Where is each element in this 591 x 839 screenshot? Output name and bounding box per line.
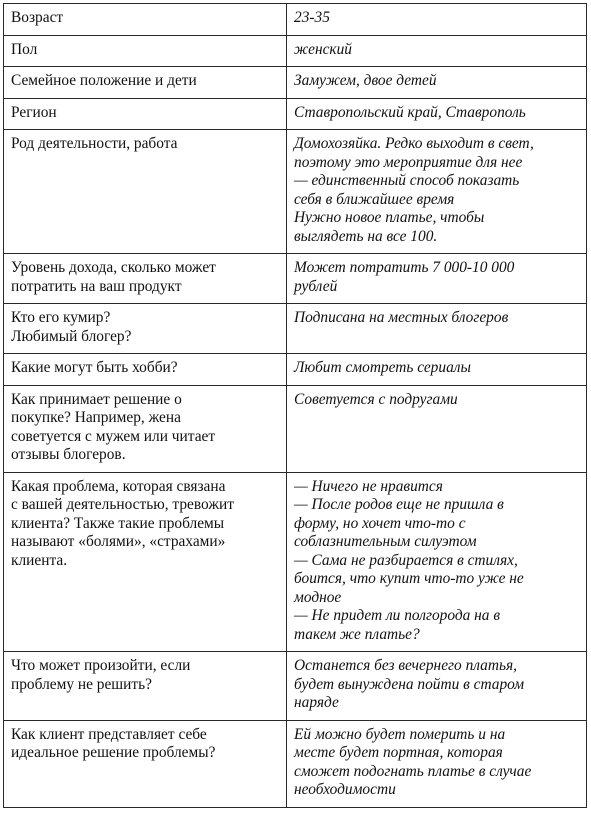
table-row xyxy=(4,130,587,254)
answer-cell: Замужем, двое детей xyxy=(287,67,587,99)
answer-cell: женский xyxy=(287,35,587,67)
table-row xyxy=(4,98,587,130)
question-cell: Регион xyxy=(4,98,287,130)
answer-cell: 23-35 xyxy=(287,4,587,36)
answer-cell: Ей можно будет померить и на месте будет портная, которая сможет подогнать платье в случае необходимости xyxy=(287,720,587,807)
question-cell: Что может произойти, если проблему не решить? xyxy=(4,652,287,721)
answer-cell: Подписана на местных блогеров xyxy=(287,304,587,354)
client-profile-table xyxy=(3,3,587,808)
question-cell: Как принимает решение о покупке? Например, жена советуется с мужем или читает отзывы блогеров. xyxy=(4,385,287,472)
table-row xyxy=(4,354,587,386)
table-row xyxy=(4,304,587,354)
question-cell: Уровень дохода, сколько может потратить на ваш продукт xyxy=(4,254,287,304)
question-cell: Какая проблема, которая связана с вашей деятельностью, тревожит клиента? Также такие проблемы называют «болями», «страхами» клиента. xyxy=(4,472,287,652)
answer-cell: Домохозяйка. Редко выходит в свет, поэтому это мероприятие для нее — единственный способ показать себя в ближайшее время Нужно новое платье, чтобы выглядеть на все 100. xyxy=(287,130,587,254)
table-row xyxy=(4,67,587,99)
answer-cell: Ставропольский край, Ставрополь xyxy=(287,98,587,130)
table-row xyxy=(4,254,587,304)
answer-cell: Советуется с подругами xyxy=(287,385,587,472)
table-row xyxy=(4,472,587,652)
answer-cell: Останется без вечернего платья, будет вынуждена пойти в старом наряде xyxy=(287,652,587,721)
question-cell: Род деятельности, работа xyxy=(4,130,287,254)
question-cell: Возраст xyxy=(4,4,287,36)
question-cell: Семейное положение и дети xyxy=(4,67,287,99)
question-cell: Как клиент представляет себе идеальное решение проблемы? xyxy=(4,720,287,807)
question-cell: Пол xyxy=(4,35,287,67)
question-cell: Какие могут быть хобби? xyxy=(4,354,287,386)
answer-cell: Может потратить 7 000-10 000 рублей xyxy=(287,254,587,304)
answer-cell: Любит смотреть сериалы xyxy=(287,354,587,386)
table-row xyxy=(4,4,587,36)
table-row xyxy=(4,720,587,807)
table-row xyxy=(4,652,587,721)
question-cell: Кто его кумир? Любимый блогер? xyxy=(4,304,287,354)
table-row xyxy=(4,35,587,67)
table-row xyxy=(4,385,587,472)
answer-cell: — Ничего не нравится — После родов еще не пришла в форму, но хочет что-то с соблазнительным силуэтом — Сама не разбирается в стилях, боится, что купит что-то уже не модное — Не придет ли полгорода на в такем же платье? xyxy=(287,472,587,652)
